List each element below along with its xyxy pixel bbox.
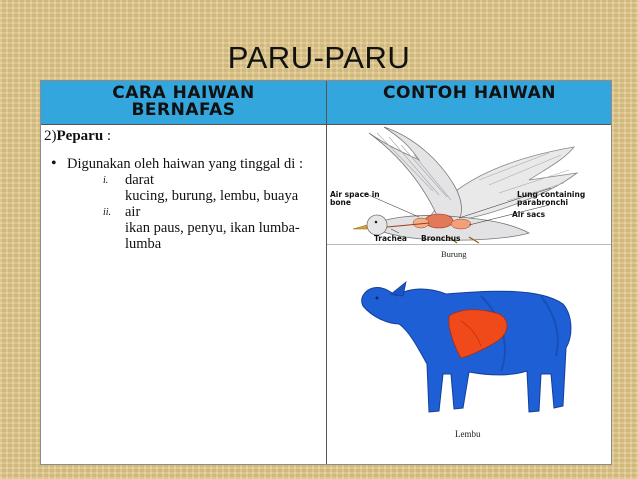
- habitat-item-land: [45, 172, 323, 188]
- method-title: [44, 128, 111, 145]
- habitat-name: darat: [125, 172, 154, 188]
- label-lung: Lung containing parabronchi: [517, 190, 586, 207]
- example-row-divider: [327, 244, 611, 245]
- header-right-text: CONTOH HAIWAN: [383, 83, 556, 103]
- label-air-sacs: Air sacs: [512, 210, 546, 219]
- slide-title: PARU-PARU: [227, 40, 411, 75]
- bullet-dot: •: [51, 155, 57, 172]
- header-animal-examples: [328, 81, 611, 128]
- habitat-list: [45, 156, 323, 252]
- bird-illustration: [329, 125, 611, 245]
- method-colon: :: [103, 128, 112, 144]
- header-left-line2: BERNAFAS: [131, 100, 236, 120]
- label-bronchus: Bronchus: [421, 234, 461, 243]
- label-trachea: Trachea: [374, 234, 407, 243]
- bird-drawing: [329, 125, 611, 245]
- habitat-item-water: [45, 204, 323, 220]
- bird-caption: Burung: [441, 249, 467, 259]
- cow-drawing: [351, 276, 581, 421]
- habitat-animals-land: kucing, burung, lembu, buaya: [125, 188, 299, 204]
- cow-caption: Lembu: [455, 429, 481, 439]
- column-divider: [326, 81, 327, 464]
- content-table: [40, 80, 612, 465]
- bullet-text: Digunakan oleh haiwan yang tinggal di :: [67, 156, 303, 172]
- header-left-line1: CARA HAIWAN: [112, 83, 255, 103]
- method-number: 2): [44, 128, 57, 144]
- habitat-number: i.: [103, 175, 109, 186]
- label-air-space: Air space in bone: [330, 190, 380, 207]
- header-breathing-method: [41, 81, 326, 128]
- cow-illustration: [351, 276, 581, 421]
- method-name: Peparu: [56, 128, 104, 144]
- habitat-name: air: [125, 204, 141, 220]
- bullet-item: [45, 156, 323, 172]
- habitat-number: ii.: [103, 207, 112, 218]
- habitat-animals-water: ikan paus, penyu, ikan lumba-lumba: [125, 220, 300, 252]
